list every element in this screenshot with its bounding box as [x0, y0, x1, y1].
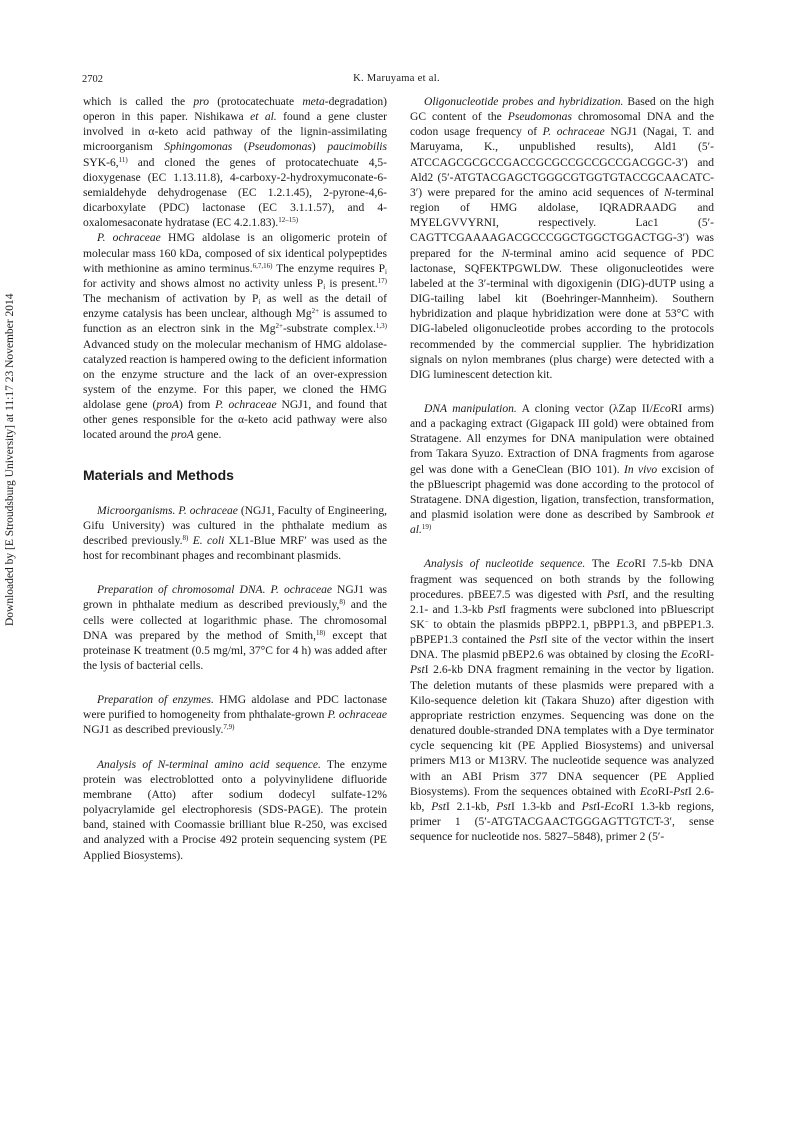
right-column: [410, 95, 714, 845]
download-watermark: Downloaded by [E Stroudsburg University] at 11:17 23 November 2014: [4, 293, 16, 627]
section-heading: Materials and Methods: [83, 466, 234, 483]
left-column: [83, 95, 387, 864]
paragraph-oligonucleotide: Oligonucleotide probes and hybridization. Based on the high GC content of the Pseudomonas chromosomal DNA and the codon usage frequency of P. ochraceae NGJ1 (Nagai, T. and Maruyama, K., unpublished results), Ald1 (5′-ATCCAGCGCGCCGACCGCGCCGCCGCCGACGGC-3′) and Ald2 (5′-ATGTACGAGCTGGGCGTGGTGTACCGCAACATC-3′) were prepared for the amino acid sequences of N-terminal region of HMG aldolase, IQRADRAADG and MYELGVVYRNI, respectively. Lac1 (5′-CAGTTCGAAAAGACGCCCGGCTGGCTGGACTGG-3′) was prepared for the N-terminal amino acid sequence of PDC lactonase, SQFEKTPGWLDW. These oligonucleotides were labeled at the 3′-terminal with digoxigenin (DIG)-dUTP using a DIG-tailing label kit (Boehringer-Mannheim). Southern hybridization and plaque hybridization were done at 53°C with DIG-labeled oligonucleotide probes according to the protocols recommended by the commercial supplier. The hybridization signals on nylon membranes (plus charge) were detected with a DIG luminescent detection kit.: [410, 96, 715, 381]
intro-paragraph-end: which is called the pro (protocatechuate meta-degradation) operon in this paper. Nishikawa et al. found a gene cluster involved in α-keto acid pathway of the lignin-assimilating microorganism Sphingomonas (Pseudomonas) paucimobilis SYK-6,$^{11)}$ and cloned the genes of protocatechuate 4,5-dioxygenase (EC 1.13.11.8), 4-carboxy-2-hydroxymuconate-6-semialdehyde dehydrogenase (EC 1.2.1.45), 2-pyrone-4,6-dicarboxylate (PDC) lactonase (EC 3.1.1.57), and 4-oxalomesaconate hydratase (EC 4.2.1.83).$^{12-15)}$: [83, 96, 388, 230]
paragraph-dna-manipulation: DNA manipulation. A cloning vector (λZap II/EcoRI arms) and a packaging extract (Gigapack III gold) were obtained from Stratagene. All enzymes for DNA manipulation were obtained from Takara Syuzo. Extraction of DNA fragments from agarose gel was done with a GeneClean (BIO 101). In vivo excision of the pBluescript phagemid was done according to the protocol of Stratagene. DNA digestion, ligation, transfection, transformation, and plasmid isolation were done as described by Sambrook et al.$^{19)}$: [410, 402, 714, 537]
page-number: 2702: [82, 74, 103, 85]
paragraph-microorganisms: Microorganisms. P. ochraceae (NGJ1, Faculty of Engineering, Gifu University) was cultured in the phthalate medium as described previously.$^{8)}$ E. coli XL1-Blue MRF′ was used as the host for recombinant phages and recombinant plasmids.: [83, 504, 388, 563]
paragraph-enzymes: Preparation of enzymes. HMG aldolase and PDC lactonase were purified to homogeneity from phthalate-grown P. ochraceae NGJ1 as described previously.$^{7,9)}$: [83, 694, 387, 737]
paragraph-chromosomal-dna: Preparation of chromosomal DNA. P. ochraceae NGJ1 was grown in phthalate medium as described previously,$^{8)}$ and the cells were collected at logarithmic phase. The chromosomal DNA was prepared by the method of Smith,$^{18)}$ except that proteinase K treatment (0.5 mg/ml, 37°C for 4 h) was added after the lysis of bacterial cells.: [83, 584, 387, 672]
running-head: K. Maruyama et al.: [353, 73, 440, 84]
paragraph-n-terminal: Analysis of N-terminal amino acid sequence. The enzyme protein was electroblotted onto a polyvinylidene difluoride membrane (Atto) after sodium dodecyl sulfate-12% polyacrylamide gel electrophoresis (SDS-PAGE). The protein band, stained with Coomassie brilliant blue R-250, was excised and analyzed with a Procise 492 protein sequencing system (PE Applied Biosystems).: [83, 758, 387, 862]
paragraph-nucleotide-sequence: Analysis of nucleotide sequence. The EcoRI 7.5-kb DNA fragment was sequenced on both strands by the following procedures. pBEE7.5 was digested with PstI, and the resulting 2.1- and 1.3-kb PstI fragments were subcloned into pBluescript SK− to obtain the plasmids pBPP2.1, pBPP1.3, and pBPEP1.3. pBPEP1.3 contained the PstI site of the vector within the insert DNA. The plasmid pBEP2.6 was obtained by closing the EcoRI-PstI 2.6-kb DNA fragment remaining in the vector by ligation. The deletion mutants of these plasmids were prepared with a Kilo-sequence deletion kit (Takara Shuzo) after digestion with appropriate restriction enzymes. Sequencing was done on the denatured double-stranded DNA templates with a Dye terminator cycle sequencing kit (PE Applied Biosystems) and universal primers M13 or M13RV. The nucleotide sequence was analyzed with an ABI Prism 377 DNA sequencer (PE Applied Biosystems). From the sequences obtained with EcoRI-PstI 2.6-kb, PstI 2.1-kb, PstI 1.3-kb and PstI-EcoRI 1.3-kb regions, primer 1 (5′-ATGTACGAACTGGGAGTTGTCT-3′, sense sequence for nucleotide nos. 5827–5848), primer 2 (5′-: [410, 558, 715, 844]
intro-paragraph-aldolase: P. ochraceae HMG aldolase is an oligomeric protein of molecular mass 160 kDa, composed of six identical polypeptides with methionine as amino terminus.$^{6,7,16)}$ The enzyme requires $P_i$ for activity and shows almost no activity unless $P_i$ is present.$^{17)}$ The mechanism of activation by $P_i$ as well as the detail of enzyme catalysis has been unclear, although $Mg^{2+}$ is assumed to function as an electron sink in the $Mg^{2+}$-substrate complex.$^{1,3)}$ Advanced study on the molecular mechanism of HMG aldolase-catalyzed reaction is hampered owing to the deficient information on the enzyme structure and the lack of an over-expression system of the enzyme. For this paper, we cloned the HMG aldolase gene (proA) from P. ochraceae NGJ1, and found that other genes responsible for the α-keto acid pathway were also located around the proA gene.: [83, 232, 388, 442]
